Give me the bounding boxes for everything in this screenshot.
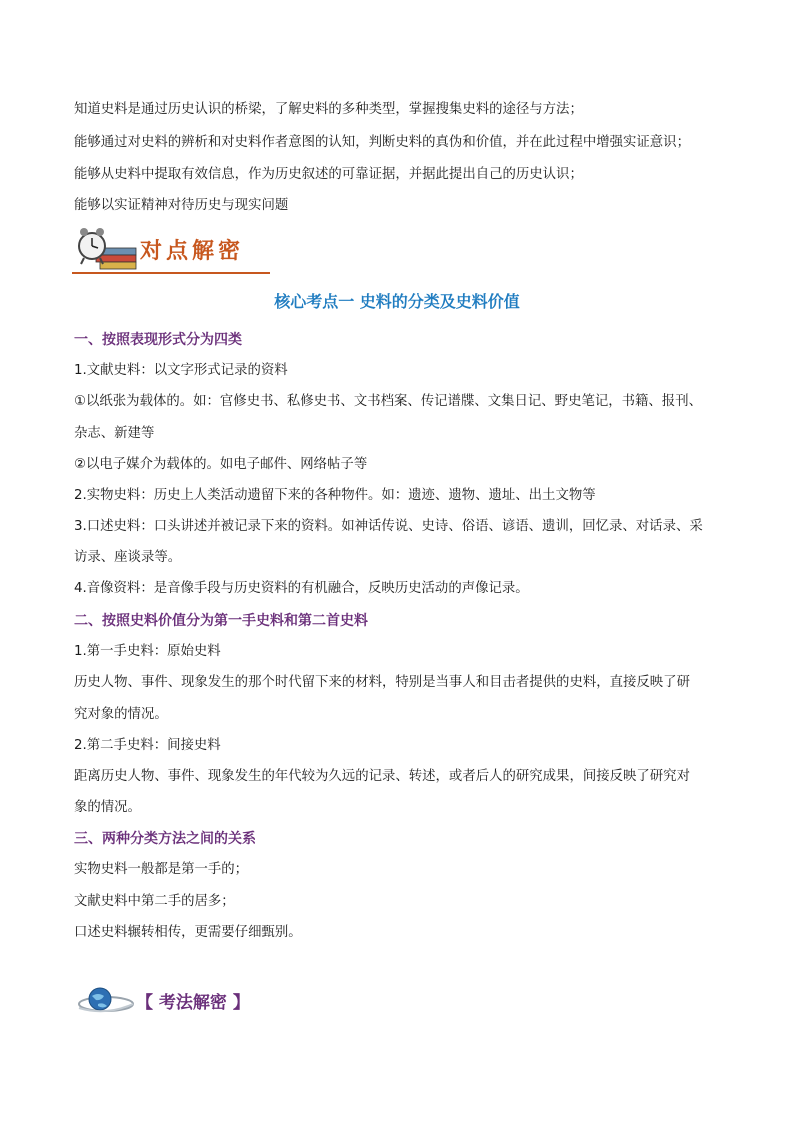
section2-line: 2.第二手史料：间接史料 [74,738,221,753]
section2-line: 象的情况。 [74,800,141,815]
section2-line: 距离历史人物、事件、现象发生的年代较为久远的记录、转述，或者后人的研究成果，间接反映了研究对 [74,769,690,784]
section-heading-2: 二、按照史料价值分为第一手史料和第二首史料 [74,613,368,629]
objective-line-3: 能够从史料中提取有效信息，作为历史叙述的可靠证据，并据此提出自己的历史认识； [74,167,583,182]
objective-line-2: 能够通过对史料的辨析和对史料作者意图的认知，判断史料的真伪和价值，并在此过程中增强实证意识； [74,135,690,150]
section1-line: 访录、座谈录等。 [74,550,182,565]
globe-icon [72,984,134,1018]
section3-line: 实物史料一般都是第一手的； [74,862,249,877]
section2-line: 究对象的情况。 [74,707,168,722]
section1-line: 3.口述史料：口头讲述并被记录下来的资料。如神话传说、史诗、俗语、谚语、遗训，回忆录、对话录、采 [74,519,703,534]
section-heading-3: 三、两种分类方法之间的关系 [74,831,256,847]
banner-title: 【 考法解密 】 [136,993,250,1013]
section-banner-kaofa [72,984,292,1020]
section2-line: 1.第一手史料：原始史料 [74,644,221,659]
section1-line: 1.文献史料：以文字形式记录的资料 [74,363,288,378]
section1-line: 4.音像资料：是音像手段与历史资料的有机融合，反映历史活动的声像记录。 [74,581,529,596]
section1-line: 2.实物史料：历史上人类活动遗留下来的各种物件。如：遗迹、遗物、遗址、出土文物等 [74,488,596,503]
section-heading-1: 一、按照表现形式分为四类 [74,332,242,348]
section-banner-duidian [72,226,272,276]
section3-line: 文献史料中第二手的居多； [74,894,235,909]
section3-line: 口述史料辗转相传，更需要仔细甄别。 [74,925,302,940]
section1-line: 杂志、新建等 [74,426,155,441]
core-point-title: 核心考点一 史料的分类及史料价值 [274,292,520,311]
section1-line: ①以纸张为载体的。如：官修史书、私修史书、文书档案、传记谱牒、文集日记、野史笔记，书籍、报刊、 [74,394,702,409]
section1-line: ②以电子媒介为载体的。如电子邮件、网络帖子等 [74,457,368,472]
objective-line-1: 知道史料是通过历史认识的桥梁，了解史料的多种类型，掌握搜集史料的途径与方法； [74,102,583,117]
banner-underline [72,272,270,274]
section2-line: 历史人物、事件、现象发生的那个时代留下来的材料，特别是当事人和目击者提供的史料，直接反映了研 [74,675,690,690]
banner-title: 对点解密 [140,239,245,264]
alarm-clock-books-icon [76,226,138,272]
objective-line-4: 能够以实证精神对待历史与现实问题 [74,198,289,213]
